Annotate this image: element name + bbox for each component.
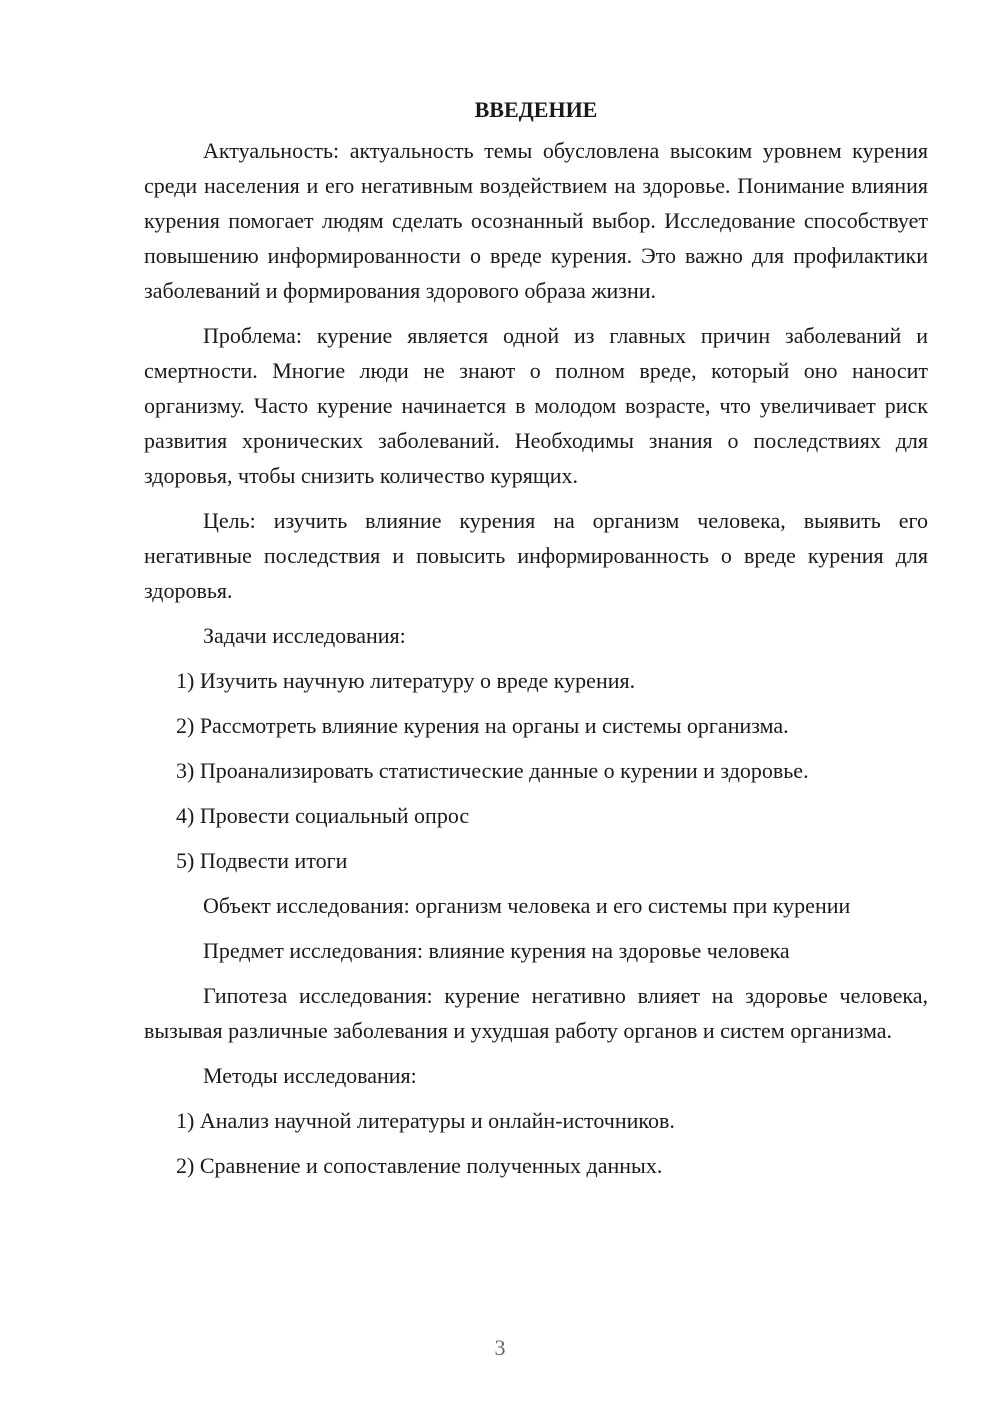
paragraph-hypothesis: Гипотеза исследования: курение негативно влияет на здоровье человека, вызывая различные заболевания и ухудшая работу органов и систем организма. bbox=[144, 983, 928, 1043]
paragraph-goal: Цель: изучить влияние курения на организм человека, выявить его негативные последствия и повысить информированность о вреде курения для здоровья. bbox=[144, 508, 928, 603]
task-item-3: 3) Проанализировать статистические данные о курении и здоровье. bbox=[176, 758, 809, 783]
page-number: 3 bbox=[494, 1335, 506, 1360]
task-item-1: 1) Изучить научную литературу о вреде курения. bbox=[176, 668, 636, 693]
task-item-4: 4) Провести социальный опрос bbox=[176, 803, 470, 828]
method-item-2: 2) Сравнение и сопоставление полученных данных. bbox=[176, 1153, 663, 1178]
tasks-heading: Задачи исследования: bbox=[203, 623, 406, 648]
methods-heading: Методы исследования: bbox=[203, 1063, 417, 1088]
page-content bbox=[144, 95, 928, 1193]
paragraph-object: Объект исследования: организм человека и его системы при курении bbox=[203, 893, 851, 918]
task-item-2: 2) Рассмотреть влияние курения на органы и системы организма. bbox=[176, 713, 789, 738]
task-item-5: 5) Подвести итоги bbox=[176, 848, 348, 873]
paragraph-problem: Проблема: курение является одной из главных причин заболеваний и смертности. Многие люди не знают о полном вреде, который оно наносит организму. Часто курение начинается в молодом возрасте, что увеличивает риск развития хронических заболеваний. Необходимы знания о последствиях для здоровья, чтобы снизить количество курящих. bbox=[144, 323, 928, 488]
paragraph-subject: Предмет исследования: влияние курения на здоровье человека bbox=[203, 938, 790, 963]
paragraph-actuality: Актуальность: актуальность темы обусловлена высоким уровнем курения среди населения и его негативным воздействием на здоровье. Понимание влияния курения помогает людям сделать осознанный выбор. Исследование способствует повышению информированности о вреде курения. Это важно для профилактики заболеваний и формирования здорового образа жизни. bbox=[144, 138, 928, 303]
section-title: ВВЕДЕНИЕ bbox=[474, 97, 598, 122]
method-item-1: 1) Анализ научной литературы и онлайн-источников. bbox=[176, 1108, 675, 1133]
